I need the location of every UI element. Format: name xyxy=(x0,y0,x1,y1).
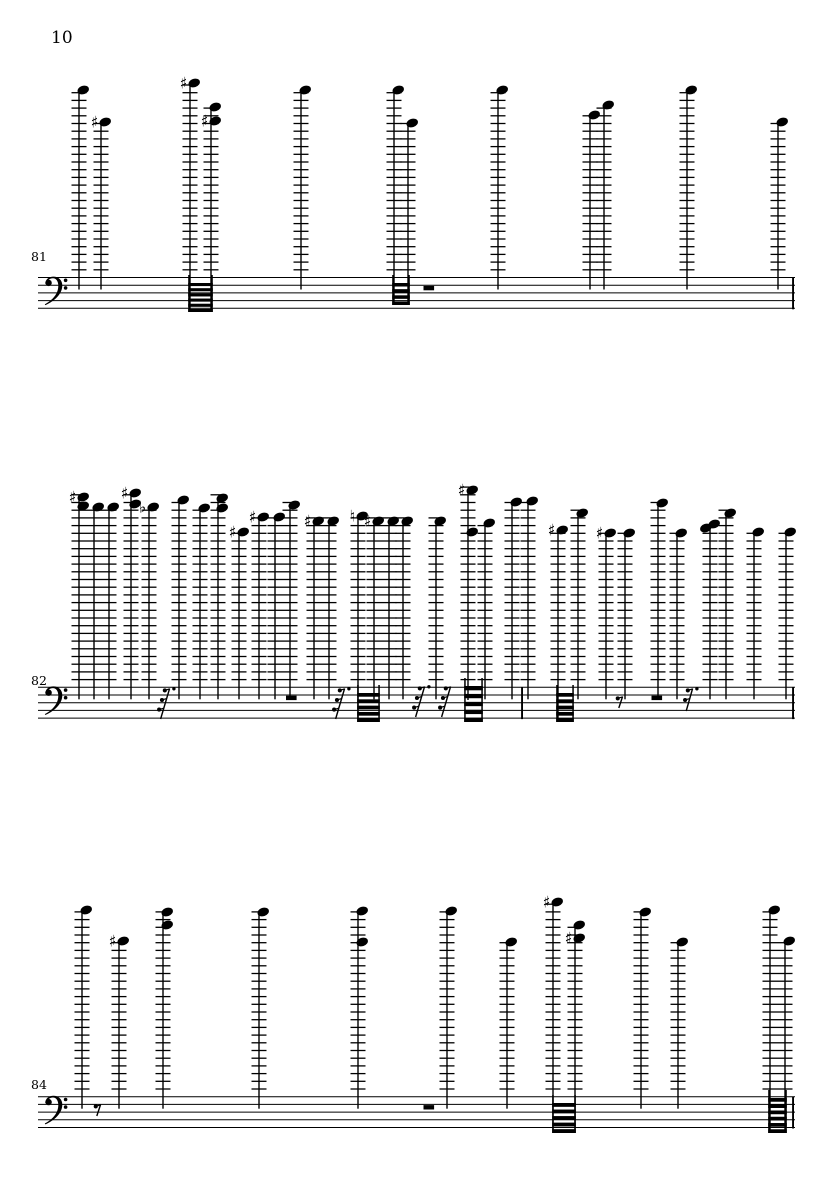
measure-number-first-system: 81 xyxy=(31,249,47,264)
svg-text:♯: ♯ xyxy=(363,511,372,531)
svg-text:♯: ♯ xyxy=(68,487,77,507)
svg-text:♯: ♯ xyxy=(228,522,237,542)
measure-number-third-system: 84 xyxy=(31,1077,47,1092)
svg-text:♯: ♯ xyxy=(595,523,604,543)
svg-text:♯: ♯ xyxy=(200,111,209,131)
page-number: 10 xyxy=(51,28,73,48)
measure-number-second-system: 82 xyxy=(31,673,47,688)
svg-text:♯: ♯ xyxy=(303,511,312,531)
svg-text:♯: ♯ xyxy=(547,520,556,540)
svg-text:♯: ♯ xyxy=(542,892,551,912)
svg-text:♯: ♯ xyxy=(108,931,117,951)
svg-text:♯: ♯ xyxy=(457,480,466,500)
svg-text:♮: ♮ xyxy=(349,506,356,526)
svg-text:♯: ♯ xyxy=(90,112,99,132)
svg-text:♯: ♯ xyxy=(248,507,257,527)
svg-text:♯: ♯ xyxy=(120,483,129,503)
svg-text:♯: ♯ xyxy=(564,928,573,948)
svg-text:♭: ♭ xyxy=(138,497,147,517)
svg-text:♯: ♯ xyxy=(179,73,188,93)
